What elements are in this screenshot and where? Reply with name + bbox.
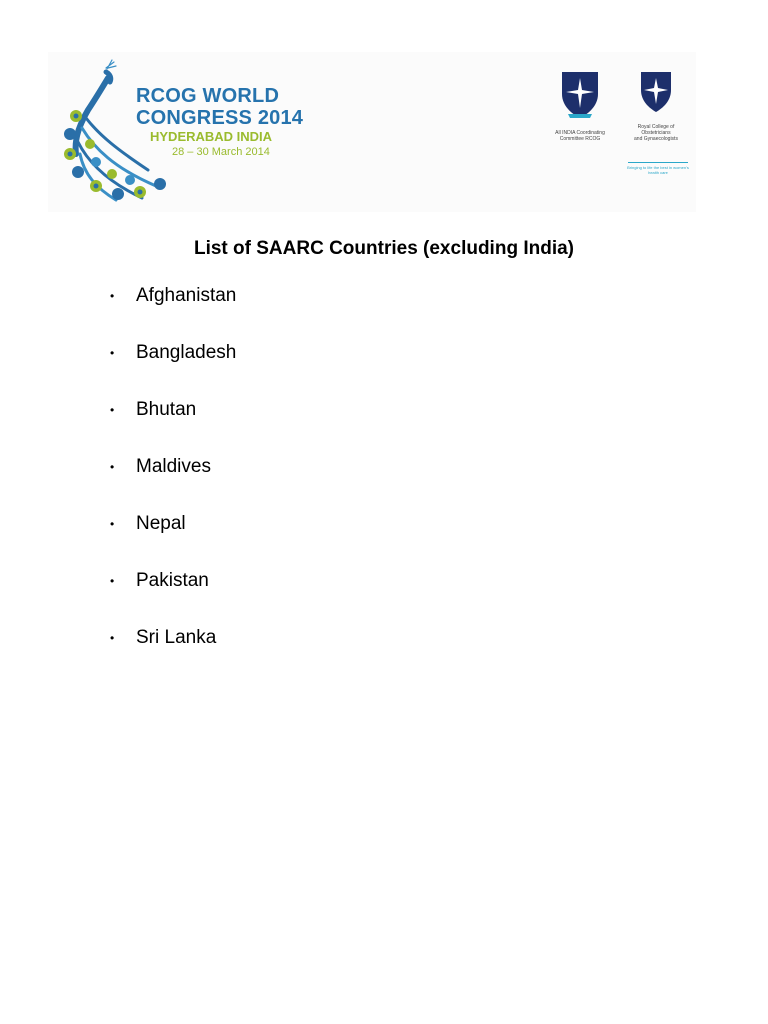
bullet: •: [110, 517, 115, 531]
country-name: Bangladesh: [136, 342, 237, 363]
bullet: •: [110, 631, 115, 645]
list-item: [110, 625, 236, 682]
list-item: [110, 397, 236, 454]
list-item: [110, 454, 236, 511]
list-item: [110, 568, 236, 625]
country-name: Pakistan: [136, 570, 209, 591]
rcog-caption: [622, 124, 690, 142]
event-title: [136, 85, 306, 160]
header-banner: [48, 52, 696, 212]
aicc-caption: [548, 130, 612, 142]
list-item: [110, 511, 236, 568]
rcog-divider: [628, 162, 688, 163]
event-dates: 28 – 30 March 2014: [172, 146, 270, 158]
list-item: [110, 340, 236, 397]
country-list: [110, 283, 236, 682]
country-name: Nepal: [136, 513, 186, 534]
rcog-caption-line3: and Gynaecologists: [634, 136, 678, 142]
country-name: Maldives: [136, 456, 211, 477]
country-name: Sri Lanka: [136, 627, 217, 648]
bullet: •: [110, 346, 115, 360]
event-name-line2: CONGRESS 2014: [136, 107, 304, 129]
bullet: •: [110, 289, 115, 303]
event-name-line1: RCOG WORLD: [136, 85, 280, 107]
aicc-caption-line1: All INDIA Coordinating: [555, 130, 605, 136]
aicc-caption-line2: Committee RCOG: [559, 136, 601, 142]
bullet: •: [110, 460, 115, 474]
document-heading: List of SAARC Countries (excluding India): [193, 238, 574, 259]
bullet: •: [110, 403, 115, 417]
rcog-shield-crest-icon: [639, 70, 673, 114]
aicc-shield-crest-icon: [560, 70, 600, 120]
rcog-tagline: Bringing to life the best in women's health care: [627, 165, 689, 175]
bullet: •: [110, 574, 115, 588]
rcog-caption-line1: Royal College of: [637, 124, 675, 130]
country-name: Bhutan: [136, 399, 197, 420]
country-name: Afghanistan: [136, 285, 237, 306]
list-item: [110, 283, 236, 340]
event-location: HYDERABAD INDIA: [150, 129, 273, 144]
rcog-caption-line2: Obstetricians: [641, 130, 671, 136]
